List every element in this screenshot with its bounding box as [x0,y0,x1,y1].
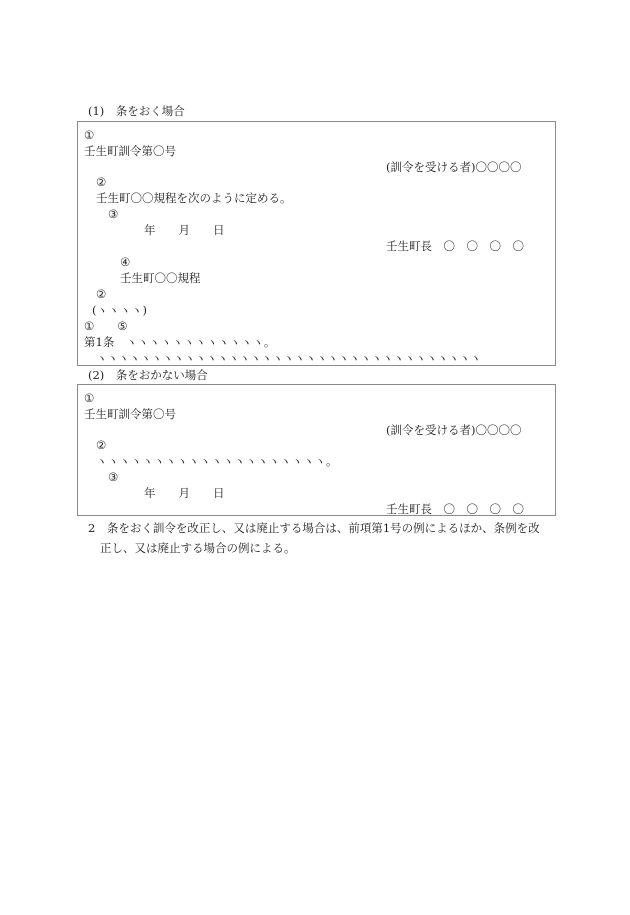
s1-preamble: 壬生町〇〇規程を次のように定める。 [96,191,292,205]
s2-date: 年 月 日 [144,486,225,500]
s2-marker-2: ② [96,438,107,452]
section2-heading: (2) 条をおかない場合 [88,368,208,382]
s1-marker-2: ② [96,175,107,189]
s2-instruction-number: 壬生町訓令第〇号 [84,407,176,421]
s1-article-1-continued: ヽヽヽヽヽヽヽヽヽヽヽヽヽヽヽヽヽヽヽヽヽヽヽヽヽヽヽヽヽヽヽヽヽヽヽ [96,351,481,365]
s1-marker-4: ④ [120,255,131,269]
section2-example-box [77,384,556,516]
paragraph-2-line-1: 2 条をおく訓令を改正し、又は廃止する場合は、前項第1号の例によるほか、条例を改 [88,521,540,535]
s2-body-text: ヽヽヽヽヽヽヽヽヽヽヽヽヽヽヽヽヽヽヽヽ。 [96,454,338,468]
s2-marker-3: ③ [108,470,119,484]
s1-regulation-title: 壬生町〇〇規程 [120,271,201,285]
section1-example-box [77,121,556,366]
s2-marker-1: ① [84,391,95,405]
s1-marker-1-5: ① ⑤ [84,319,128,333]
s1-article-1: 第1条 ヽヽヽヽヽヽヽヽヽヽヽヽ。 [84,335,276,349]
paragraph-2-line-2: 正し、又は廃止する場合の例による。 [100,541,296,555]
s1-article-caption: (ヽヽヽヽ) [92,303,147,317]
s1-recipient: (訓令を受ける者)〇〇〇〇 [386,160,522,174]
section1-heading: (1) 条をおく場合 [88,104,185,118]
s1-marker-2b: ② [96,287,107,301]
s1-instruction-number: 壬生町訓令第〇号 [84,144,176,158]
s1-marker-3: ③ [108,207,119,221]
paragraph-2 [88,518,558,558]
s1-marker-1: ① [84,128,95,142]
s1-date: 年 月 日 [144,223,225,237]
s2-mayor-signature: 壬生町長 〇 〇 〇 〇 [386,502,524,516]
s1-mayor-signature: 壬生町長 〇 〇 〇 〇 [386,239,524,253]
s2-recipient: (訓令を受ける者)〇〇〇〇 [386,423,522,437]
